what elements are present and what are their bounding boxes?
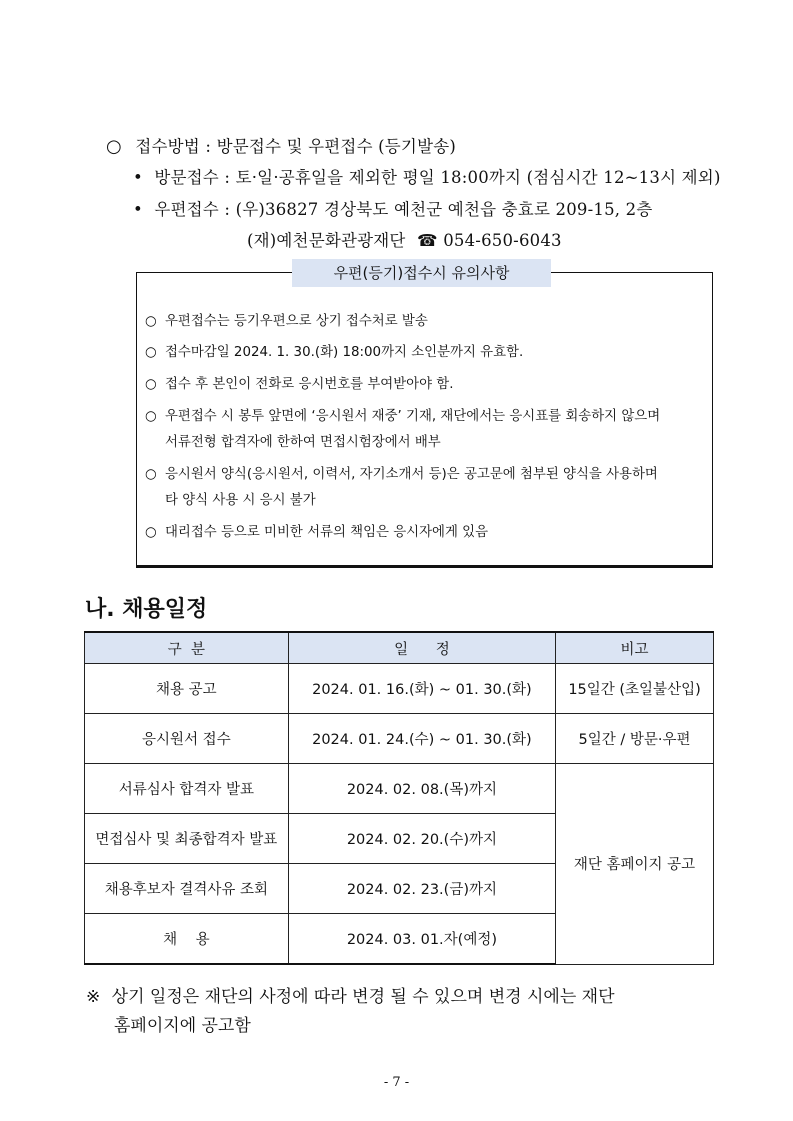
- notice-item-text: 우편접수 시 봉투 앞면에 ‘응시원서 재중’ 기재, 재단에서는 응시표를 회송하지 않으며: [165, 409, 661, 424]
- notice-box-top-border: [136, 272, 292, 273]
- notice-item-text-continued: 서류전형 합격자에 한하여 면접시험장에서 배부: [165, 435, 441, 450]
- page-number: - 7 -: [383, 1075, 410, 1090]
- table-row: [85, 764, 714, 814]
- row-date: 2024. 02. 08.(목)까지: [288, 764, 555, 814]
- notice-item: [145, 520, 488, 546]
- row-item: 서류심사 합격자 발표: [85, 764, 289, 814]
- schedule-table: [84, 631, 714, 965]
- notice-item: [145, 340, 523, 366]
- reception-method-text: 접수방법 : 방문접수 및 우편접수 (등기발송): [135, 137, 456, 156]
- row-date: 2024. 02. 20.(수)까지: [288, 814, 555, 864]
- reference-mark-icon: ※: [86, 987, 101, 1007]
- notice-item-text: 접수마감일 2024. 1. 30.(화) 18:00까지 소인분까지 유효함.: [165, 345, 524, 360]
- circle-bullet-icon: ○: [145, 467, 157, 482]
- circle-bullet-icon: ○: [145, 377, 157, 392]
- notice-item: [145, 372, 454, 398]
- row-item: 채용 공고: [85, 664, 289, 714]
- circle-bullet-icon: ○: [145, 314, 157, 329]
- row-date: 2024. 02. 23.(금)까지: [288, 864, 555, 914]
- notice-item: [145, 404, 660, 456]
- column-header-note: 비고: [556, 632, 714, 664]
- visit-reception-text: 방문접수 : 토·일·공휴일을 제외한 평일 18:00까지 (점심시간 12~13시 제외): [154, 168, 721, 187]
- table-row: [85, 714, 714, 764]
- row-item: 채 용: [85, 914, 289, 965]
- reception-method-line: [106, 133, 456, 157]
- row-date: 2024. 01. 16.(화) ~ 01. 30.(화): [288, 664, 555, 714]
- mail-org-name: (재)예천문화관광재단: [247, 231, 406, 250]
- notice-item-text: 접수 후 본인이 전화로 응시번호를 부여받아야 함.: [165, 377, 454, 392]
- footnote-text: 상기 일정은 재단의 사정에 따라 변경 될 수 있으며 변경 시에는 재단: [111, 987, 615, 1007]
- footnote-line-2: [86, 1012, 615, 1041]
- notice-item-text-continued: 타 양식 사용 시 응시 불가: [165, 493, 316, 508]
- bullet-dot-icon: •: [133, 168, 143, 187]
- notice-box-top-border: [551, 272, 713, 273]
- row-item: 면접심사 및 최종합격자 발표: [85, 814, 289, 864]
- table-row: [85, 664, 714, 714]
- bullet-dot-icon: •: [133, 200, 143, 219]
- section-title: 나. 채용일정: [85, 597, 208, 622]
- footnote-line-1: [86, 983, 615, 1012]
- notice-item: [145, 462, 658, 514]
- notice-item: [145, 309, 428, 335]
- row-date: 2024. 01. 24.(수) ~ 01. 30.(화): [288, 714, 555, 764]
- footnote: [86, 983, 615, 1041]
- row-date: 2024. 03. 01.자(예정): [288, 914, 555, 965]
- notice-item-text: 우편접수는 등기우편으로 상기 접수처로 발송: [165, 314, 428, 329]
- row-note: 5일간 / 방문·우편: [556, 714, 714, 764]
- notice-title: 우편(등기)접수시 유의사항: [292, 259, 551, 287]
- row-item: 채용후보자 결격사유 조회: [85, 864, 289, 914]
- phone-icon: ☎: [416, 231, 438, 250]
- circle-bullet-icon: ○: [145, 345, 157, 360]
- table-header-row: [85, 632, 714, 664]
- row-item: 응시원서 접수: [85, 714, 289, 764]
- mail-reception-line: [133, 196, 653, 220]
- circle-bullet-icon: ○: [145, 409, 157, 424]
- mail-reception-text: 우편접수 : (우)36827 경상북도 예천군 예천읍 충효로 209-15, 2층: [154, 200, 653, 219]
- phone-number: 054-650-6043: [443, 231, 562, 250]
- footnote-text-continued: 홈페이지에 공고함: [114, 1016, 251, 1036]
- circle-bullet-icon: ○: [145, 525, 157, 540]
- visit-reception-line: [133, 164, 721, 188]
- circle-bullet-icon: ○: [106, 136, 122, 157]
- notice-item-text: 응시원서 양식(응시원서, 이력서, 자기소개서 등)은 공고문에 첨부된 양식을 사용하며: [165, 467, 658, 482]
- notice-item-text: 대리접수 등으로 미비한 서류의 책임은 응시자에게 있음: [165, 525, 489, 540]
- row-note-merged: 재단 홈페이지 공고: [556, 764, 714, 965]
- row-note: 15일간 (초일불산입): [556, 664, 714, 714]
- column-header-item: 구 분: [85, 632, 289, 664]
- column-header-date: 일 정: [288, 632, 555, 664]
- mail-org-line: [247, 227, 562, 251]
